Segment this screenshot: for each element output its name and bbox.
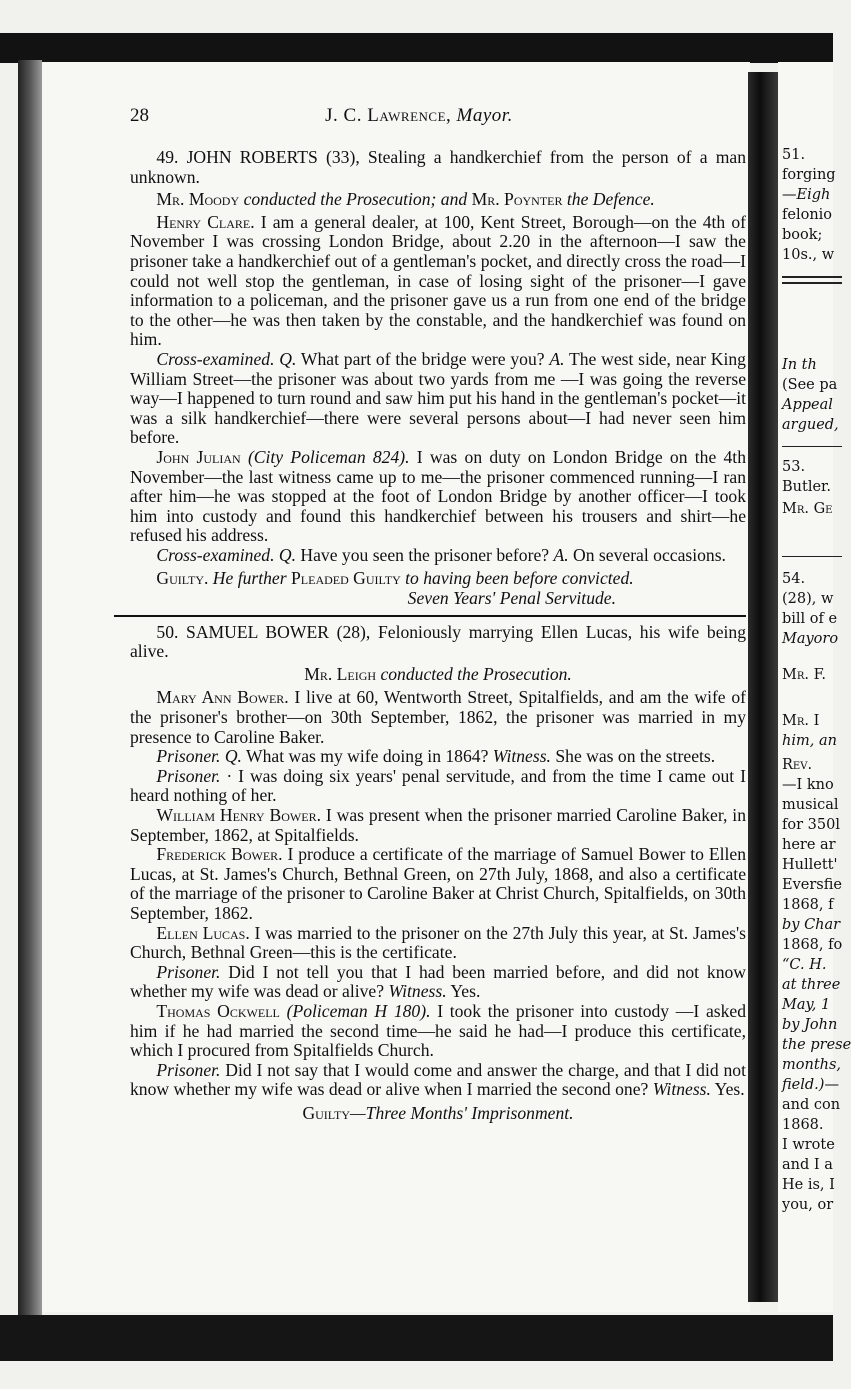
q-label: Q.	[279, 348, 297, 369]
witness-name: William Henry Bower.	[156, 805, 321, 825]
answer-text: Yes.	[450, 981, 481, 1002]
main-column	[130, 148, 746, 1124]
testimony	[130, 213, 746, 350]
right-line: Mr. Ge	[782, 501, 833, 517]
right-line: 1868, fo	[782, 937, 843, 953]
page-number: 28	[130, 105, 149, 126]
question-text: What part of the bridge were you?	[300, 348, 545, 369]
right-line: 54.	[782, 571, 806, 587]
counsel-role: conducted the Prosecution.	[380, 663, 572, 684]
mayor-title: Mayor.	[456, 105, 513, 126]
witness-label: Witness.	[492, 746, 551, 767]
testimony-text: I am a general dealer, at 100, Kent Street, Borough—on the 4th of November I was crossing London Bridge, about 2.20 in the afternoon—I saw the prisoner take a handkerchief out of a gentleman's pocket, and directly cross the road—I could not well stop the gentleman, in case of losing sight of the prisoner—I gave information to a policeman, and the prisoner gave us a run from one end of the bridge to the other—he was then taken by the constable, and the handkerchief was found on him.	[130, 211, 746, 350]
testimony	[130, 1002, 746, 1061]
right-line: Hullett'	[782, 857, 838, 873]
verdict-label: Guilty	[302, 1102, 351, 1123]
right-line: field.)—	[782, 1077, 839, 1093]
verdict	[130, 569, 746, 589]
counsel-role: conducted the Prosecution	[243, 189, 431, 210]
right-line: 51.	[782, 147, 806, 163]
verdict-plea: Pleaded Guilty	[291, 568, 401, 589]
right-line: by John	[782, 1017, 838, 1033]
testimony-text: I took the prisoner into custody —I asked him if he had married the second time—he said he had—I produce this certificate, which I procured from Spitalfields Church.	[130, 1000, 747, 1061]
right-line: the prese	[782, 1037, 851, 1053]
answer-text: Yes.	[714, 1079, 745, 1100]
testimony-text: I was on duty on London Bridge on the 4th November—the last witness came up to me—the prisoner commenced running—I ran after him—he was stopped at the foot of London Bridge by another officer—I took him into custody and found this handkerchief between his trousers and shirt—he refused his address.	[130, 446, 746, 546]
verdict-text: to having been before convicted.	[405, 568, 634, 589]
right-line: Rev.	[782, 757, 813, 773]
book-spine	[748, 72, 778, 1302]
scan-top-border	[0, 33, 833, 63]
question-text: Did I not say that I would come and answer the charge, and that I did not know whether my wife was dead or alive when I married the second one?	[130, 1059, 746, 1100]
right-line: bill of e	[782, 611, 838, 627]
right-page-fragment	[778, 62, 851, 1312]
right-line: Butler.	[782, 479, 831, 495]
right-rule	[782, 446, 842, 447]
q-label: Q.	[278, 544, 296, 565]
counsel-line	[130, 190, 746, 210]
right-line: felonio	[782, 207, 833, 223]
right-rule	[782, 276, 842, 278]
right-line: —I kno	[782, 777, 834, 793]
right-line: 1868.	[782, 1117, 824, 1133]
question-text: What was my wife doing in 1864?	[246, 746, 489, 767]
page-text	[88, 104, 750, 140]
verdict-text: —Three Months' Imprisonment.	[350, 1102, 574, 1123]
answer-text: On several occasions.	[573, 544, 726, 565]
exam-label: Cross-examined.	[156, 348, 275, 369]
witness-role: (Policeman H 180).	[286, 1000, 431, 1021]
right-rule	[782, 282, 842, 284]
running-title	[88, 106, 750, 126]
right-line: May, 1	[782, 997, 831, 1013]
verdict-label: Guilty.	[156, 568, 209, 589]
right-line: 1868, f	[782, 897, 834, 913]
right-line: book;	[782, 227, 823, 243]
testimony-text: I live at 60, Wentworth Street, Spitalfields, and am the wife of the prisoner's brother—on 30th September, 1862, the prisoner was married in my presence to Caroline Baker.	[130, 687, 746, 747]
testimony-text: I produce a certificate of the marriage of Samuel Bower to Ellen Lucas, at St. James's Church, Bethnal Green, on 27th July, 1868, and also a certificate of the marriage of the prisoner to Caroline Baker at Christ Church, Spitalfields, on 30th September, 1862.	[130, 844, 746, 923]
counsel-name: Mr. Leigh	[304, 663, 377, 684]
testimony	[130, 688, 746, 747]
right-line: for 350l	[782, 817, 840, 833]
book-left-edge	[18, 60, 42, 1322]
right-line: musical	[782, 797, 839, 813]
counsel-line	[130, 665, 746, 685]
prisoner-label: Prisoner.	[156, 1059, 221, 1080]
witness-name: John Julian	[156, 446, 241, 467]
a-label: A.	[553, 544, 569, 565]
right-line: him, an	[782, 733, 837, 749]
right-line: Mr. I	[782, 713, 820, 729]
witness-label: Witness.	[388, 981, 447, 1002]
right-line: at three	[782, 977, 841, 993]
witness-role: (City Policeman 824).	[247, 446, 410, 467]
a-label: A.	[549, 348, 565, 369]
right-line: here ar	[782, 837, 836, 853]
right-line: and I a	[782, 1157, 833, 1173]
right-line: months,	[782, 1057, 842, 1073]
cross-exam	[130, 350, 746, 448]
prisoner-label: Prisoner.	[156, 961, 221, 982]
prisoner-question	[130, 1061, 746, 1100]
testimony-text: I was present when the prisoner married Caroline Baker, in September, 1862, at Spitalfields.	[130, 805, 746, 845]
right-line: He is, I	[782, 1177, 835, 1193]
right-line: —Eigh	[782, 187, 831, 203]
question-text: Have you seen the prisoner before?	[300, 544, 550, 565]
scan-bottom-border	[0, 1315, 833, 1361]
question-text: Did I not tell you that I had been married before, and did not know whether my wife was dead or alive?	[130, 961, 746, 1002]
right-line: In th	[782, 357, 817, 373]
right-line: forging	[782, 167, 836, 183]
prisoner-label: Prisoner.	[156, 746, 221, 767]
answer-text: The west side, near King William Street—the prisoner was about two yards from me —I was going the reverse way—I happened to turn round and saw him put his hand in the gentleman's pocket—it was a silk handkerchief—there were several persons about—I had never seen him before.	[130, 348, 746, 448]
right-line: by Char	[782, 917, 841, 933]
testimony	[130, 924, 746, 963]
witness-label: Witness.	[652, 1079, 711, 1100]
right-line: argued,	[782, 417, 839, 433]
testimony	[130, 806, 746, 845]
counsel-role: the Defence.	[566, 189, 655, 210]
sentence: Seven Years' Penal Servitude.	[407, 588, 616, 609]
case-heading: 50. SAMUEL BOWER (28), Feloniously marrying Ellen Lucas, his wife being alive.	[130, 621, 746, 662]
right-line: you, or	[782, 1197, 834, 1213]
counsel-name: Mr. Moody	[156, 189, 240, 210]
prisoner-question	[130, 963, 746, 1002]
right-rule	[782, 556, 842, 557]
case-divider	[114, 615, 746, 617]
testimony-text: I was married to the prisoner on the 27th July this year, at St. James's Church, Bethnal Green—this is the certificate.	[130, 922, 746, 963]
verdict	[130, 1104, 746, 1124]
verdict-text: He further	[212, 568, 287, 589]
right-line: Eversfie	[782, 877, 842, 893]
right-line: 10s., w	[782, 247, 835, 263]
testimony	[130, 448, 746, 546]
right-line: Mr. F.	[782, 667, 827, 683]
cross-exam	[130, 546, 746, 566]
prisoner-statement	[130, 767, 746, 806]
exam-label: Cross-examined.	[156, 544, 275, 565]
witness-name: Henry Clare.	[156, 211, 255, 232]
mayor-name: J. C. Lawrence,	[325, 105, 452, 126]
right-line: Appeal	[782, 397, 833, 413]
answer-text: She was on the streets.	[555, 746, 716, 767]
counsel-name: Mr. Poynter	[471, 189, 563, 210]
witness-name: Thomas Ockwell	[156, 1000, 280, 1021]
witness-name: Mary Ann Bower.	[156, 687, 289, 708]
right-line: “C. H.	[782, 957, 827, 973]
right-line: (28), w	[782, 591, 834, 607]
statement-text: · I was doing six years' penal servitude, and from the time I came out I heard nothing of her.	[130, 765, 746, 806]
q-label: Q.	[224, 746, 242, 767]
prisoner-question	[130, 747, 746, 767]
running-header	[88, 104, 750, 134]
case-heading: 49. JOHN ROBERTS (33), Stealing a handkerchief from the person of a man unknown.	[130, 147, 746, 187]
right-line: and con	[782, 1097, 841, 1113]
counsel-join: ; and	[430, 189, 468, 210]
right-line: 53.	[782, 459, 806, 475]
witness-name: Ellen Lucas.	[156, 922, 250, 943]
right-line: I wrote	[782, 1137, 835, 1153]
right-line: (See pa	[782, 377, 838, 393]
prisoner-label: Prisoner.	[156, 765, 221, 786]
testimony	[130, 845, 746, 923]
right-line: Mayoro	[782, 631, 839, 647]
witness-name: Frederick Bower.	[156, 844, 283, 865]
